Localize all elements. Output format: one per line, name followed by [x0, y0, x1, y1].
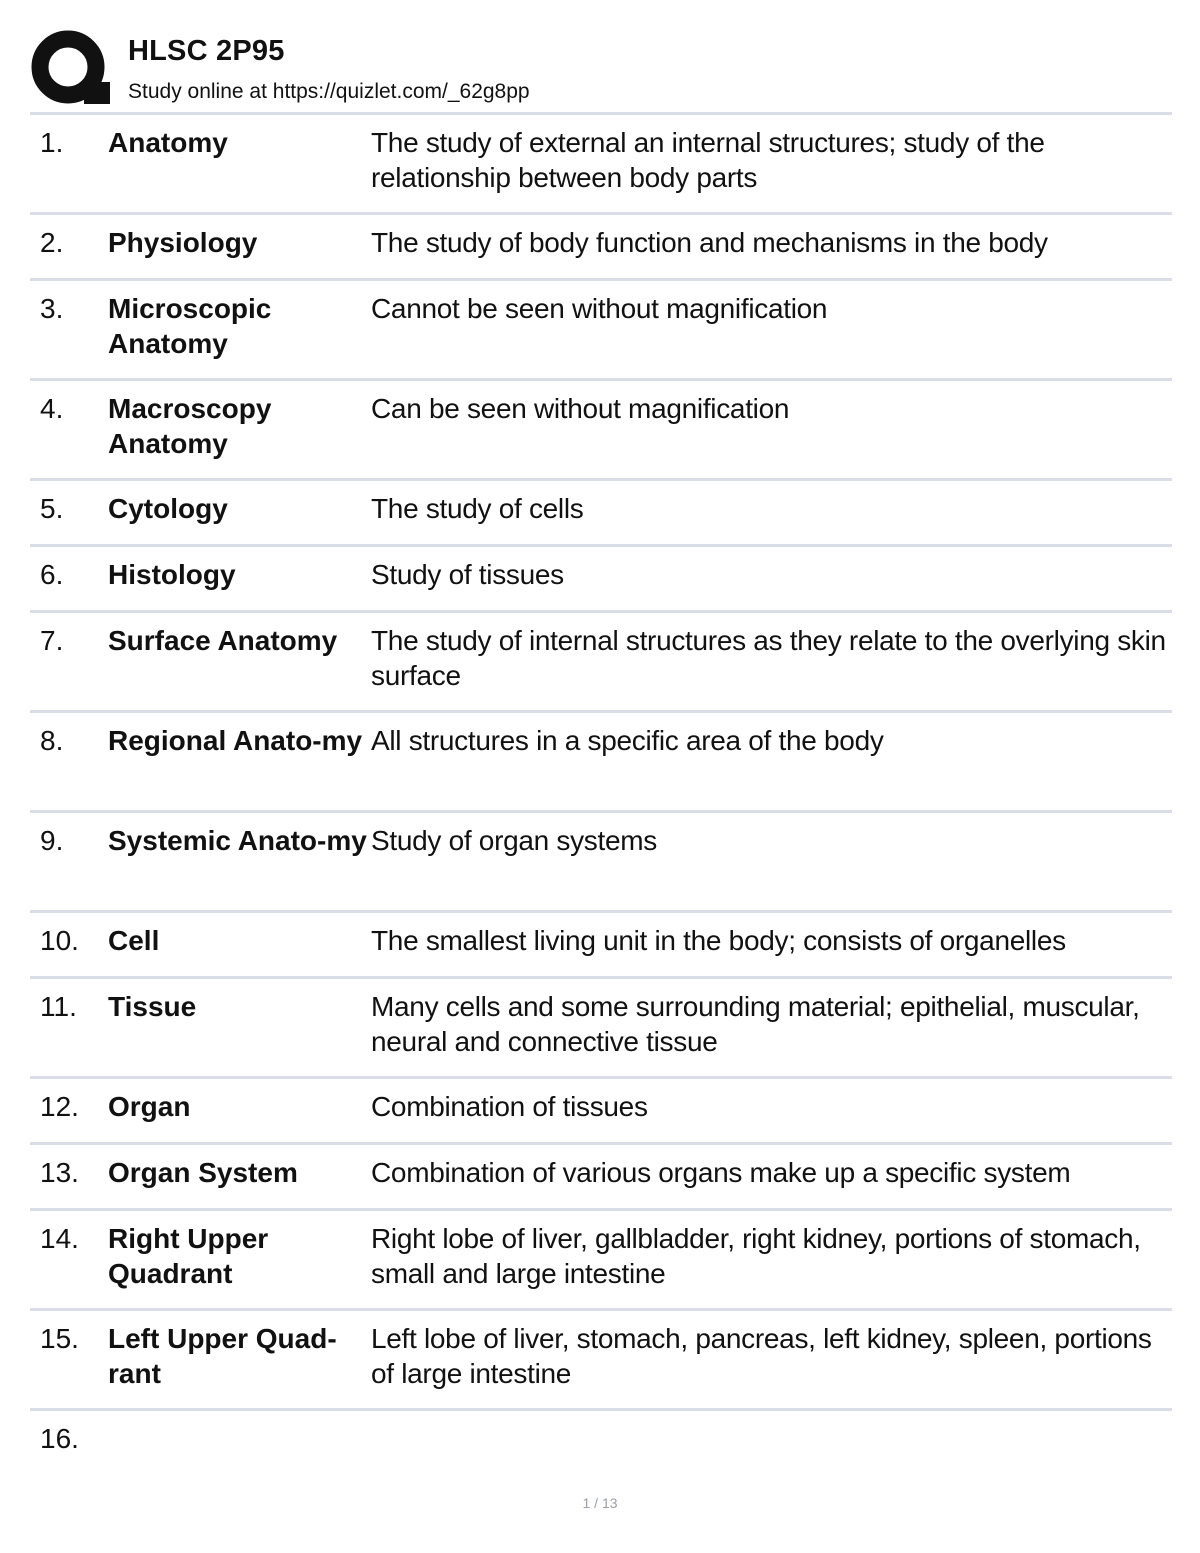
card-number: 14. — [40, 1223, 79, 1254]
flashcard-row — [30, 1211, 1172, 1311]
flashcard-row — [30, 1079, 1172, 1145]
card-number: 10. — [40, 925, 79, 956]
flashcard-row — [30, 215, 1172, 281]
card-number: 8. — [40, 725, 64, 756]
card-number: 3. — [40, 293, 64, 324]
card-definition: All structures in a specific area of the body — [371, 725, 884, 756]
quizlet-q-logo-icon — [30, 30, 110, 108]
card-term: Right Upper Quadrant — [108, 1223, 269, 1289]
card-definition: Study of tissues — [371, 559, 564, 590]
card-definition: Study of organ systems — [371, 825, 657, 856]
card-term: Physiology — [108, 227, 258, 258]
card-term: Surface Anatomy — [108, 625, 338, 656]
card-definition: Combination of tissues — [371, 1091, 648, 1122]
card-number: 13. — [40, 1157, 79, 1188]
flashcard-row — [30, 115, 1172, 215]
card-term: Organ System — [108, 1157, 298, 1188]
card-term: Cytology — [108, 493, 228, 524]
card-term: Microscopic Anatomy — [108, 293, 272, 359]
document-header — [30, 30, 1172, 112]
card-definition: Left lobe of liver, stomach, pancreas, left kidney, spleen, portions of large intestine — [371, 1323, 1152, 1389]
flashcard-row — [30, 1411, 1172, 1481]
card-definition: Can be seen without magnification — [371, 393, 790, 424]
flashcard-row — [30, 381, 1172, 481]
flashcard-row — [30, 547, 1172, 613]
card-number: 5. — [40, 493, 64, 524]
flashcard-row — [30, 713, 1172, 813]
card-definition: The study of cells — [371, 493, 584, 524]
card-number: 12. — [40, 1091, 79, 1122]
card-number: 11. — [40, 991, 77, 1022]
card-term: Tissue — [108, 991, 197, 1022]
card-term: Histology — [108, 559, 236, 590]
card-number: 1. — [40, 127, 64, 158]
card-term: Anatomy — [108, 127, 228, 158]
card-number: 2. — [40, 227, 64, 258]
flashcard-row — [30, 1311, 1172, 1411]
card-definition: The smallest living unit in the body; consists of organelles — [371, 925, 1066, 956]
page-indicator: 1 / 13 — [582, 1495, 618, 1511]
flashcard-row — [30, 813, 1172, 913]
flashcard-row — [30, 913, 1172, 979]
card-number: 9. — [40, 825, 64, 856]
card-term: Left Upper Quad-rant — [108, 1323, 337, 1389]
card-definition: The study of external an internal structures; study of the relationship between body parts — [371, 127, 1045, 193]
flashcard-row — [30, 481, 1172, 547]
card-definition: Combination of various organs make up a specific system — [371, 1157, 1071, 1188]
card-definition: The study of internal structures as they relate to the overlying skin surface — [371, 625, 1166, 691]
card-term: Organ — [108, 1091, 191, 1122]
card-definition: Cannot be seen without magnification — [371, 293, 828, 324]
flashcard-row — [30, 613, 1172, 713]
card-number: 6. — [40, 559, 64, 590]
card-number: 16. — [40, 1423, 79, 1454]
flashcard-row — [30, 979, 1172, 1079]
card-term: Cell — [108, 925, 160, 956]
card-number: 4. — [40, 393, 64, 424]
card-definition: Right lobe of liver, gallbladder, right kidney, portions of stomach, small and large intestine — [371, 1223, 1141, 1289]
card-definition: The study of body function and mechanisms in the body — [371, 227, 1048, 258]
document-title: HLSC 2P95 — [128, 35, 285, 67]
flashcard-row — [30, 1145, 1172, 1211]
card-definition: Many cells and some surrounding material; epithelial, muscular, neural and connective tissue — [371, 991, 1140, 1057]
card-term: Macroscopy Anatomy — [108, 393, 272, 459]
card-number: 7. — [40, 625, 64, 656]
flashcard-list — [30, 115, 1172, 1481]
card-term: Regional Anato-my — [108, 725, 363, 756]
study-online-link-text: Study online at https://quizlet.com/_62g8pp — [128, 80, 530, 103]
card-number: 15. — [40, 1323, 79, 1354]
flashcard-row — [30, 281, 1172, 381]
card-term: Systemic Anato-my — [108, 825, 367, 856]
